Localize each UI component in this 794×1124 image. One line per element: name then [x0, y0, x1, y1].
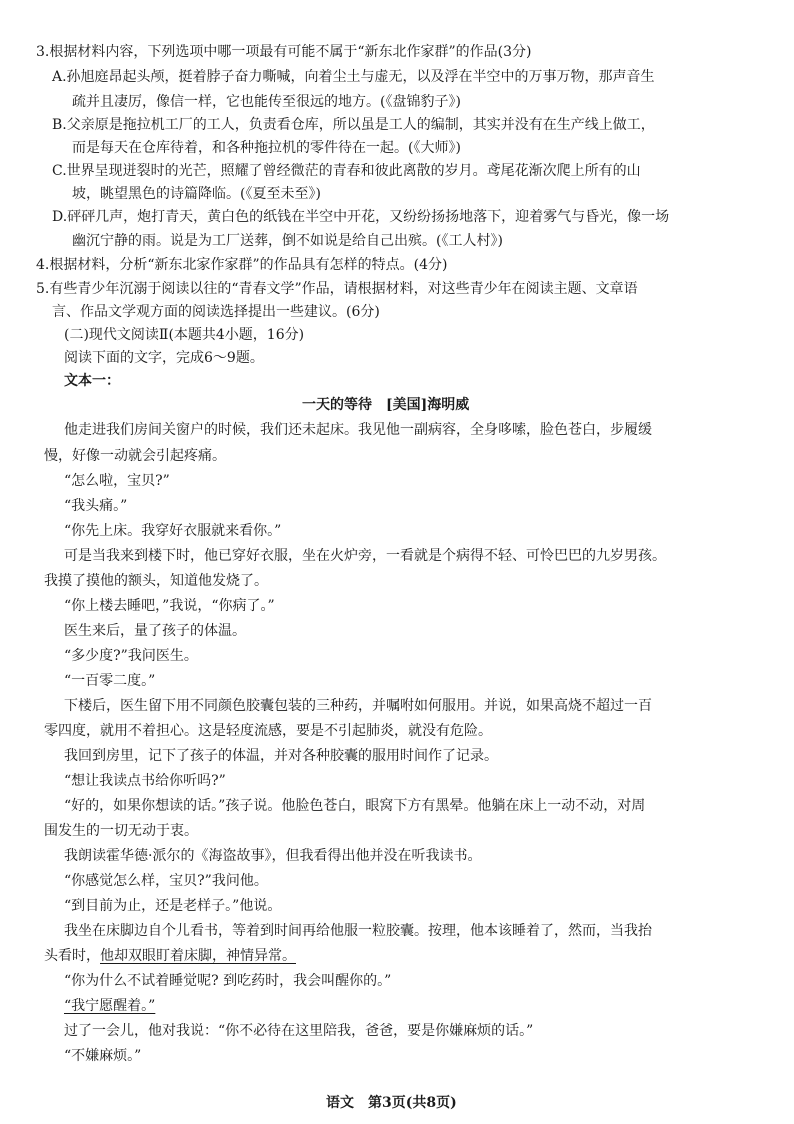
paragraph-12: “想让我读点书给你听吗?”: [64, 773, 226, 789]
paragraph-21: “不嫌麻烦。”: [64, 1048, 142, 1064]
paragraph-4: “你先上床。我穿好衣服就来看你。”: [64, 523, 282, 539]
question-5-line1: 5.有些青少年沉溺于阅读以往的“青春文学”作品，请根据材料，对这些青少年在阅读主题、文章语: [36, 281, 638, 297]
paragraph-15: “你感觉怎么样，宝贝?”我问他。: [64, 873, 268, 889]
paragraph-8: “多少度?”我问医生。: [64, 648, 198, 664]
option-c-line1: C.世界呈现迸裂时的光芒，照耀了曾经微茫的青春和彼此离散的岁月。鸢尾花渐次爬上所有的山: [52, 163, 641, 179]
option-d-line1: D.砰砰几声，炮打青天，黄白色的纸钱在半空中开花，又纷纷扬扬地落下，迎着雾气与昏光，像一场: [52, 209, 670, 225]
paragraph-2: “怎么啦，宝贝?”: [64, 473, 170, 489]
underlined-passage-2: “我宁愿醒着。”: [64, 998, 156, 1014]
paragraph-18: “你为什么不试着睡觉呢? 到吃药时，我会叫醒你的。”: [64, 973, 392, 989]
paragraph-17-line2: [44, 946, 296, 966]
paragraph-9: “一百零二度。”: [64, 673, 156, 689]
paragraph-1-line1: 他走进我们房间关窗户的时候，我们还未起床。我见他一副病容，全身哆嗦，脸色苍白，步履缓: [64, 422, 652, 438]
section-instruction: 阅读下面的文字，完成6～9题。: [64, 350, 264, 366]
paragraph-1-line2: 慢，好像一动就会引起疼痛。: [44, 448, 226, 464]
text-one-label: 文本一：: [64, 373, 120, 389]
paragraph-20: 过了一会儿，他对我说：“你不必待在这里陪我，爸爸，要是你嫌麻烦的话。”: [64, 1023, 534, 1039]
page-footer: 语文 第3页(共8页): [326, 1095, 457, 1111]
paragraph-13-line1: “好的，如果你想读的话。”孩子说。他脸色苍白，眼窝下方有黑晕。他躺在床上一动不动，对周: [64, 798, 646, 814]
underlined-passage-1: 他却双眼盯着床脚，神情异常。: [100, 948, 296, 964]
paragraph-13-line2: 围发生的一切无动于衷。: [44, 823, 198, 839]
paragraph-7: 医生来后，量了孩子的体温。: [64, 623, 246, 639]
question-5-line2: 言、作品文学观方面的阅读选择提出一些建议。(6分): [52, 304, 380, 320]
paragraph-14: 我朗读霍华德·派尔的《海盗故事》，但我看得出他并没在听我读书。: [64, 848, 482, 864]
section-heading: (二)现代文阅读Ⅱ(本题共4小题，16分): [64, 327, 305, 343]
paragraph-11: 我回到房里，记下了孩子的体温，并对各种胶囊的服用时间作了记录。: [64, 748, 498, 764]
paragraph-3: “我头痛。”: [64, 498, 128, 514]
option-b-line2: 而是每天在仓库待着，和各种拖拉机的零件待在一起。(《大师》): [72, 140, 461, 156]
paragraph-10-line1: 下楼后，医生留下用不同颜色胶囊包装的三种药，并嘱咐如何服用。并说，如果高烧不超过一百: [64, 698, 652, 714]
option-d-line2: 幽沉宁静的雨。说是为工厂送葬，倒不如说是给自己出殡。(《工人村》): [72, 233, 503, 249]
paragraph-5-line1: 可是当我来到楼下时，他已穿好衣服，坐在火炉旁，一看就是个病得不轻、可怜巴巴的九岁男孩。: [64, 548, 666, 564]
option-a-line1: A.孙旭庭昂起头颅，挺着脖子奋力嘶喊，向着尘土与虚无，以及浮在半空中的万事万物，那声音生: [52, 69, 655, 85]
paragraph-17-plain: 头看时，: [44, 948, 100, 964]
paragraph-6: “你上楼去睡吧，”我说，“你病了。”: [64, 598, 275, 614]
paragraph-10-line2: 零四度，就用不着担心。这是轻度流感，要是不引起肺炎，就没有危险。: [44, 723, 492, 739]
option-a-line2: 疏并且凄厉，像信一样，它也能传至很远的地方。(《盘锦豹子》): [72, 94, 461, 110]
story-title: 一天的等待 [美国]海明威: [302, 397, 470, 413]
question-4: 4.根据材料，分析“新东北家作家群”的作品具有怎样的特点。(4分): [36, 257, 448, 273]
option-c-line2: 坡，眺望黑色的诗篇降临。(《夏至未至》): [72, 186, 321, 202]
question-3-stem: 3.根据材料内容，下列选项中哪一项最有可能不属于“新东北作家群”的作品(3分): [36, 44, 532, 60]
option-b-line1: B.父亲原是拖拉机工厂的工人，负责看仓库，所以虽是工人的编制，其实并没有在生产线上做工，: [52, 117, 655, 133]
paragraph-17-line1: 我坐在床脚边自个儿看书，等着到时间再给他服一粒胶囊。按理，他本该睡着了，然而，当我抬: [64, 923, 652, 939]
paragraph-16: “到目前为止，还是老样子。”他说。: [64, 898, 282, 914]
paragraph-5-line2: 我摸了摸他的额头，知道他发烧了。: [44, 573, 268, 589]
